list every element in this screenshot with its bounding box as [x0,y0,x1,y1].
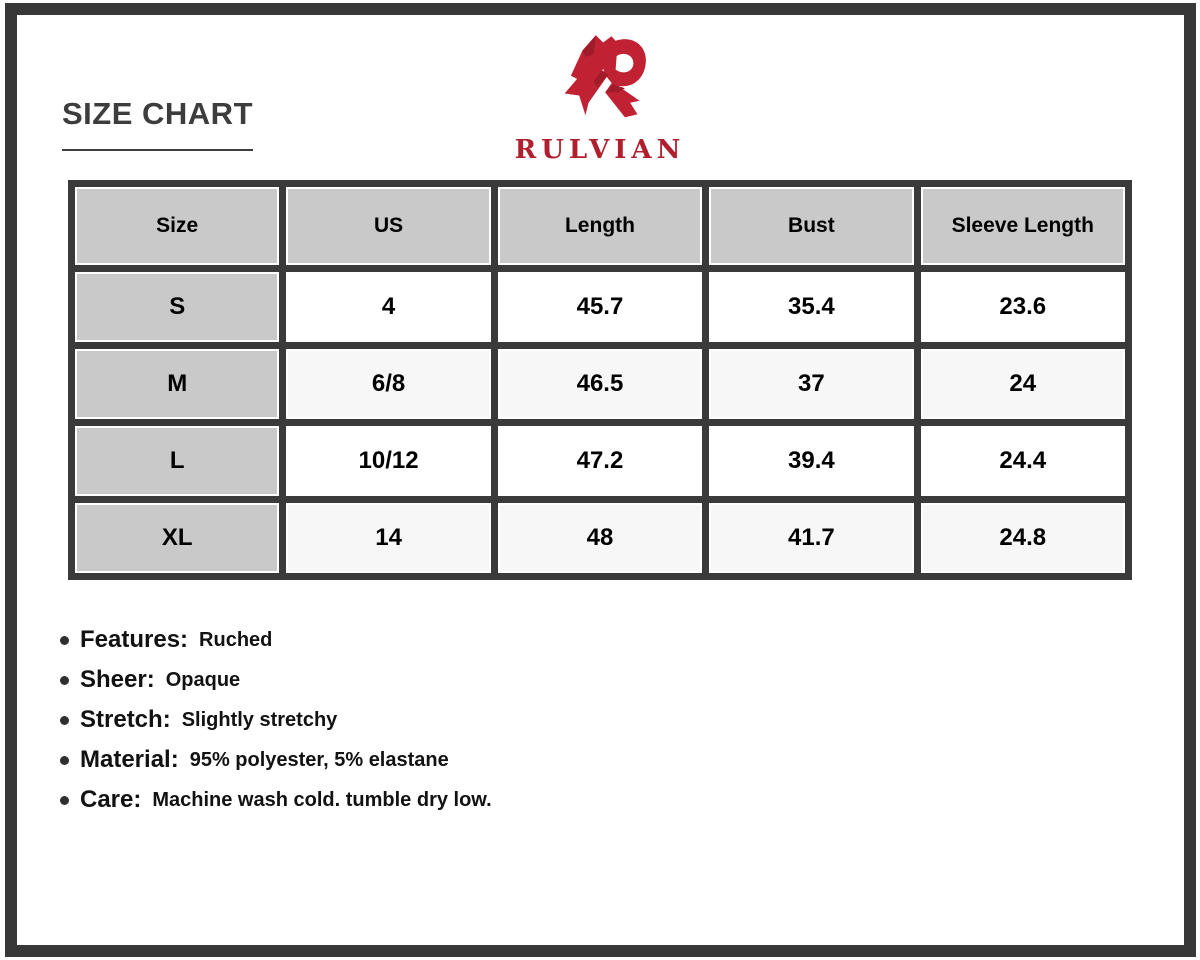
bullet-icon [60,796,69,805]
detail-item-material [60,740,492,780]
detail-label: Material: [80,746,179,773]
detail-item-sheer [60,660,492,700]
detail-label: Features: [80,626,189,653]
brand-logo [0,30,1200,165]
size-label-cell: L [72,423,283,500]
sleeve-cell: 24 [917,346,1128,423]
length-cell: 47.2 [494,423,705,500]
size-label-cell: S [72,269,283,346]
bullet-icon [60,716,69,725]
table-row-m [72,346,1129,423]
product-details-list [60,620,492,820]
bullet-icon [60,676,69,685]
table-row-l [72,423,1129,500]
size-label-cell: XL [72,500,283,577]
length-cell: 45.7 [494,269,705,346]
column-header-us: US [283,184,494,269]
column-header-sleeve-length: Sleeve Length [917,184,1128,269]
rulvian-r-logo-icon [548,30,652,134]
us-cell: 6/8 [283,346,494,423]
sleeve-cell: 24.8 [917,500,1128,577]
bust-cell: 37 [706,346,917,423]
us-cell: 14 [283,500,494,577]
sleeve-cell: 23.6 [917,269,1128,346]
size-label-cell: M [72,346,283,423]
detail-value: Opaque [165,668,241,691]
bust-cell: 39.4 [706,423,917,500]
detail-label: Sheer: [80,666,155,693]
us-cell: 10/12 [283,423,494,500]
length-cell: 48 [494,500,705,577]
detail-value: 95% polyester, 5% elastane [189,748,449,771]
size-chart-table [68,180,1132,580]
bullet-icon [60,636,69,645]
sleeve-cell: 24.4 [917,423,1128,500]
detail-value: Slightly stretchy [181,708,338,731]
bust-cell: 41.7 [706,500,917,577]
detail-value: Ruched [199,628,273,651]
table-header-row [72,184,1129,269]
table-row-s [72,269,1129,346]
detail-label: Care: [80,786,142,813]
column-header-size: Size [72,184,283,269]
us-cell: 4 [283,269,494,346]
detail-item-stretch [60,700,492,740]
detail-value: Machine wash cold. tumble dry low. [152,788,492,811]
detail-label: Stretch: [80,706,171,733]
bullet-icon [60,756,69,765]
column-header-length: Length [494,184,705,269]
bust-cell: 35.4 [706,269,917,346]
brand-wordmark: RULVIAN [514,135,686,165]
detail-item-features [60,620,492,660]
length-cell: 46.5 [494,346,705,423]
table-row-xl [72,500,1129,577]
column-header-bust: Bust [706,184,917,269]
detail-item-care [60,780,492,820]
page-title: SIZE CHART [62,96,253,131]
